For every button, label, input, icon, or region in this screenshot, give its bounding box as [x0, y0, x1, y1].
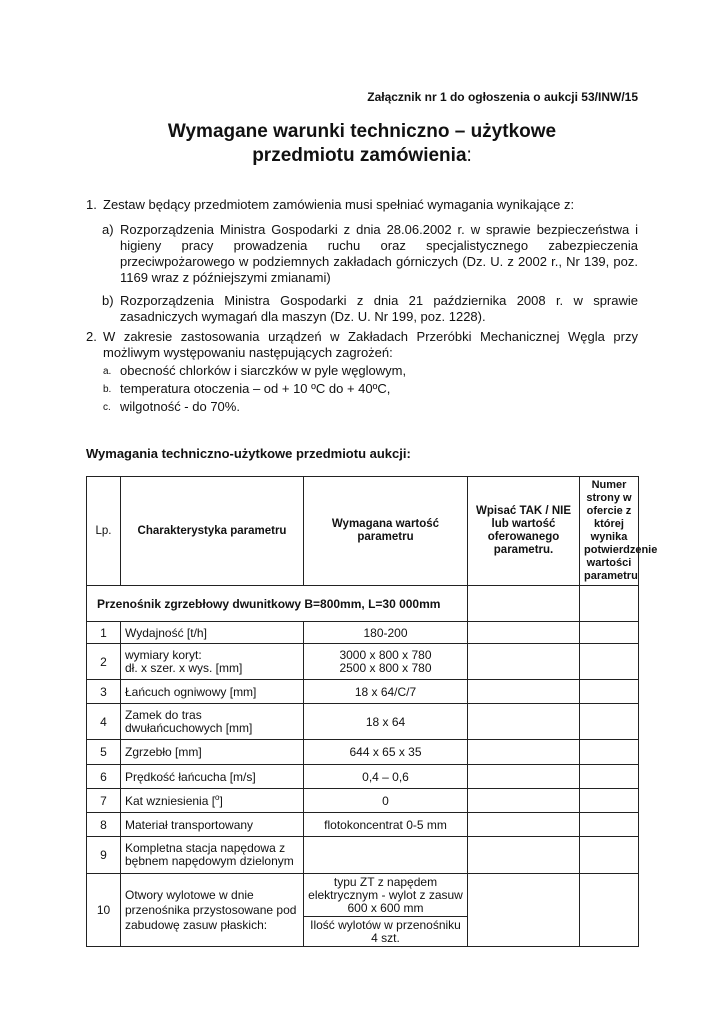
offer-cell[interactable]	[468, 644, 580, 680]
requirement-1b	[86, 293, 638, 325]
header-parameter: Charakterystyka parametru	[121, 477, 304, 586]
table-row	[87, 837, 639, 874]
header-page-number: Numer strony w ofercie z której wynika potwierdzenie wartości parametru	[580, 477, 639, 586]
sub-text: obecność chlorków i siarczków w pyle węglowym,	[120, 363, 407, 378]
row-required-value: 18 x 64	[304, 704, 468, 740]
row-lp: 8	[87, 813, 121, 837]
section-heading: Wymagania techniczno-użytkowe przedmiotu aukcji:	[86, 446, 411, 461]
title-line-1: Wymagane warunki techniczno – użytkowe	[167, 121, 557, 142]
page-cell[interactable]	[580, 765, 639, 789]
row-lp: 3	[87, 680, 121, 704]
degree-superscript: o	[215, 793, 220, 802]
row-lp: 7	[87, 789, 121, 813]
offer-cell[interactable]	[468, 813, 580, 837]
page-cell[interactable]	[580, 680, 639, 704]
row-required-value: 18 x 64/C/7	[304, 680, 468, 704]
table-group-row	[87, 586, 639, 622]
parameter-text: Kat wzniesienia [	[125, 794, 216, 808]
row-required-value: 180-200	[304, 622, 468, 644]
row-lp: 5	[87, 740, 121, 765]
page-cell[interactable]	[580, 704, 639, 740]
item-text: W zakresie zastosowania urządzeń w Zakładach Przeróbki Mechanicznej Węgla przy możliwym występowaniu następujących zagrożeń:	[103, 329, 638, 360]
value-part-type: typu ZT z napędem elektrycznym - wylot z zasuw 600 x 600 mm	[308, 875, 463, 915]
title-line-2-text: przedmiotu zamówienia	[252, 145, 467, 166]
offer-cell[interactable]	[468, 765, 580, 789]
sub-label: b)	[102, 293, 114, 308]
item-text: Zestaw będący przedmiotem zamówienia musi spełniać wymagania wynikające z:	[103, 197, 575, 212]
sub-label: a)	[102, 222, 114, 237]
header-lp: Lp.	[87, 477, 121, 586]
row-parameter	[121, 789, 304, 813]
sub-label: a.	[103, 366, 112, 377]
row-required-value	[304, 874, 468, 947]
requirement-item-2	[86, 329, 638, 361]
header-required-value: Wymagana wartość parametru	[304, 477, 468, 586]
parameter-line: wymiary koryt:	[125, 647, 202, 662]
offer-cell[interactable]	[468, 789, 580, 813]
table-header-row	[87, 477, 639, 586]
row-lp: 1	[87, 622, 121, 644]
page-cell[interactable]	[580, 813, 639, 837]
row-parameter: Zgrzebło [mm]	[121, 740, 304, 765]
page-cell[interactable]	[580, 586, 639, 622]
page-cell[interactable]	[580, 837, 639, 874]
requirement-item-1	[86, 197, 638, 213]
offer-cell[interactable]	[468, 680, 580, 704]
row-lp: 4	[87, 704, 121, 740]
offer-cell[interactable]	[468, 837, 580, 874]
offer-cell[interactable]	[468, 740, 580, 765]
hazard-a	[86, 363, 638, 379]
page-cell[interactable]	[580, 874, 639, 947]
row-lp: 6	[87, 765, 121, 789]
page-cell[interactable]	[580, 644, 639, 680]
annex-reference: Załącznik nr 1 do ogłoszenia o aukcji 53/INW/15	[367, 90, 638, 104]
table-row	[87, 765, 639, 789]
hazard-c	[86, 399, 638, 415]
value-part-count: Ilość wylotów w przenośniku 4 szt.	[304, 916, 467, 946]
requirement-1a	[86, 222, 638, 286]
hazard-b	[86, 381, 638, 397]
row-parameter	[121, 644, 304, 680]
row-parameter: Otwory wylotowe w dnie przenośnika przystosowane pod zabudowę zasuw płaskich:	[121, 874, 304, 947]
row-parameter: Zamek do tras dwułańcuchowych [mm]	[121, 704, 304, 740]
requirements-table	[86, 476, 658, 947]
row-parameter: Łańcuch ogniwowy [mm]	[121, 680, 304, 704]
value-line: 3000 x 800 x 780	[339, 647, 432, 662]
row-required-value: flotokoncentrat 0-5 mm	[304, 813, 468, 837]
requirements-list	[86, 197, 638, 415]
group-label: Przenośnik zgrzebłowy dwunitkowy B=800mm, L=30 000mm	[87, 586, 468, 622]
page-cell[interactable]	[580, 789, 639, 813]
title-colon: :	[466, 145, 472, 166]
table-row	[87, 874, 639, 947]
item-number: 2.	[86, 329, 97, 344]
page-cell[interactable]	[580, 740, 639, 765]
sub-text: Rozporządzenia Ministra Gospodarki z dnia 21 października 2008 r. w sprawie zasadniczych wymagań dla maszyn (Dz. U. Nr 199, poz. 1228).	[120, 293, 638, 324]
item-number: 1.	[86, 197, 97, 212]
sub-text: wilgotność - do 70%.	[120, 399, 240, 414]
table-row	[87, 644, 639, 680]
table-row	[87, 704, 639, 740]
offer-cell[interactable]	[468, 622, 580, 644]
row-required-value: 0,4 – 0,6	[304, 765, 468, 789]
table-row	[87, 789, 639, 813]
title-line-2	[0, 144, 724, 168]
table-row	[87, 740, 639, 765]
table-row	[87, 622, 639, 644]
sub-label: b.	[103, 384, 112, 395]
sub-text: Rozporządzenia Ministra Gospodarki z dnia 28.06.2002 r. w sprawie bezpieczeństwa i higieny pracy prowadzenia ruchu oraz specjalistycznego zabezpieczenia przeciwpożarowego w podziemnych zakładach górniczych (Dz. U. z 2002 r., Nr 139, poz. 1169 wraz z późniejszymi zmianami)	[120, 222, 638, 285]
page-cell[interactable]	[580, 622, 639, 644]
row-parameter: Kompletna stacja napędowa z bębnem napędowym dzielonym	[121, 837, 304, 874]
row-parameter: Materiał transportowany	[121, 813, 304, 837]
row-parameter: Prędkość łańcucha [m/s]	[121, 765, 304, 789]
parameter-bracket: ]	[219, 794, 223, 808]
offer-cell[interactable]	[468, 874, 580, 947]
parameter-line: dł. x szer. x wys. [mm]	[125, 660, 243, 675]
row-lp: 2	[87, 644, 121, 680]
page-title	[0, 120, 724, 168]
table-row	[87, 813, 639, 837]
sub-label: c.	[103, 402, 111, 413]
value-line: 2500 x 800 x 780	[339, 660, 432, 675]
row-lp: 9	[87, 837, 121, 874]
table-row	[87, 680, 639, 704]
row-required-value: 644 x 65 x 35	[304, 740, 468, 765]
row-required-value: 0	[304, 789, 468, 813]
header-offer-value: Wpisać TAK / NIE lub wartość oferowanego parametru.	[468, 477, 580, 586]
row-lp: 10	[87, 874, 121, 947]
row-parameter: Wydajność [t/h]	[121, 622, 304, 644]
offer-cell[interactable]	[468, 586, 580, 622]
sub-text: temperatura otoczenia – od + 10 ºC do + 40ºC,	[120, 381, 391, 396]
row-required-value	[304, 644, 468, 680]
offer-cell[interactable]	[468, 704, 580, 740]
row-required-value	[304, 837, 468, 874]
